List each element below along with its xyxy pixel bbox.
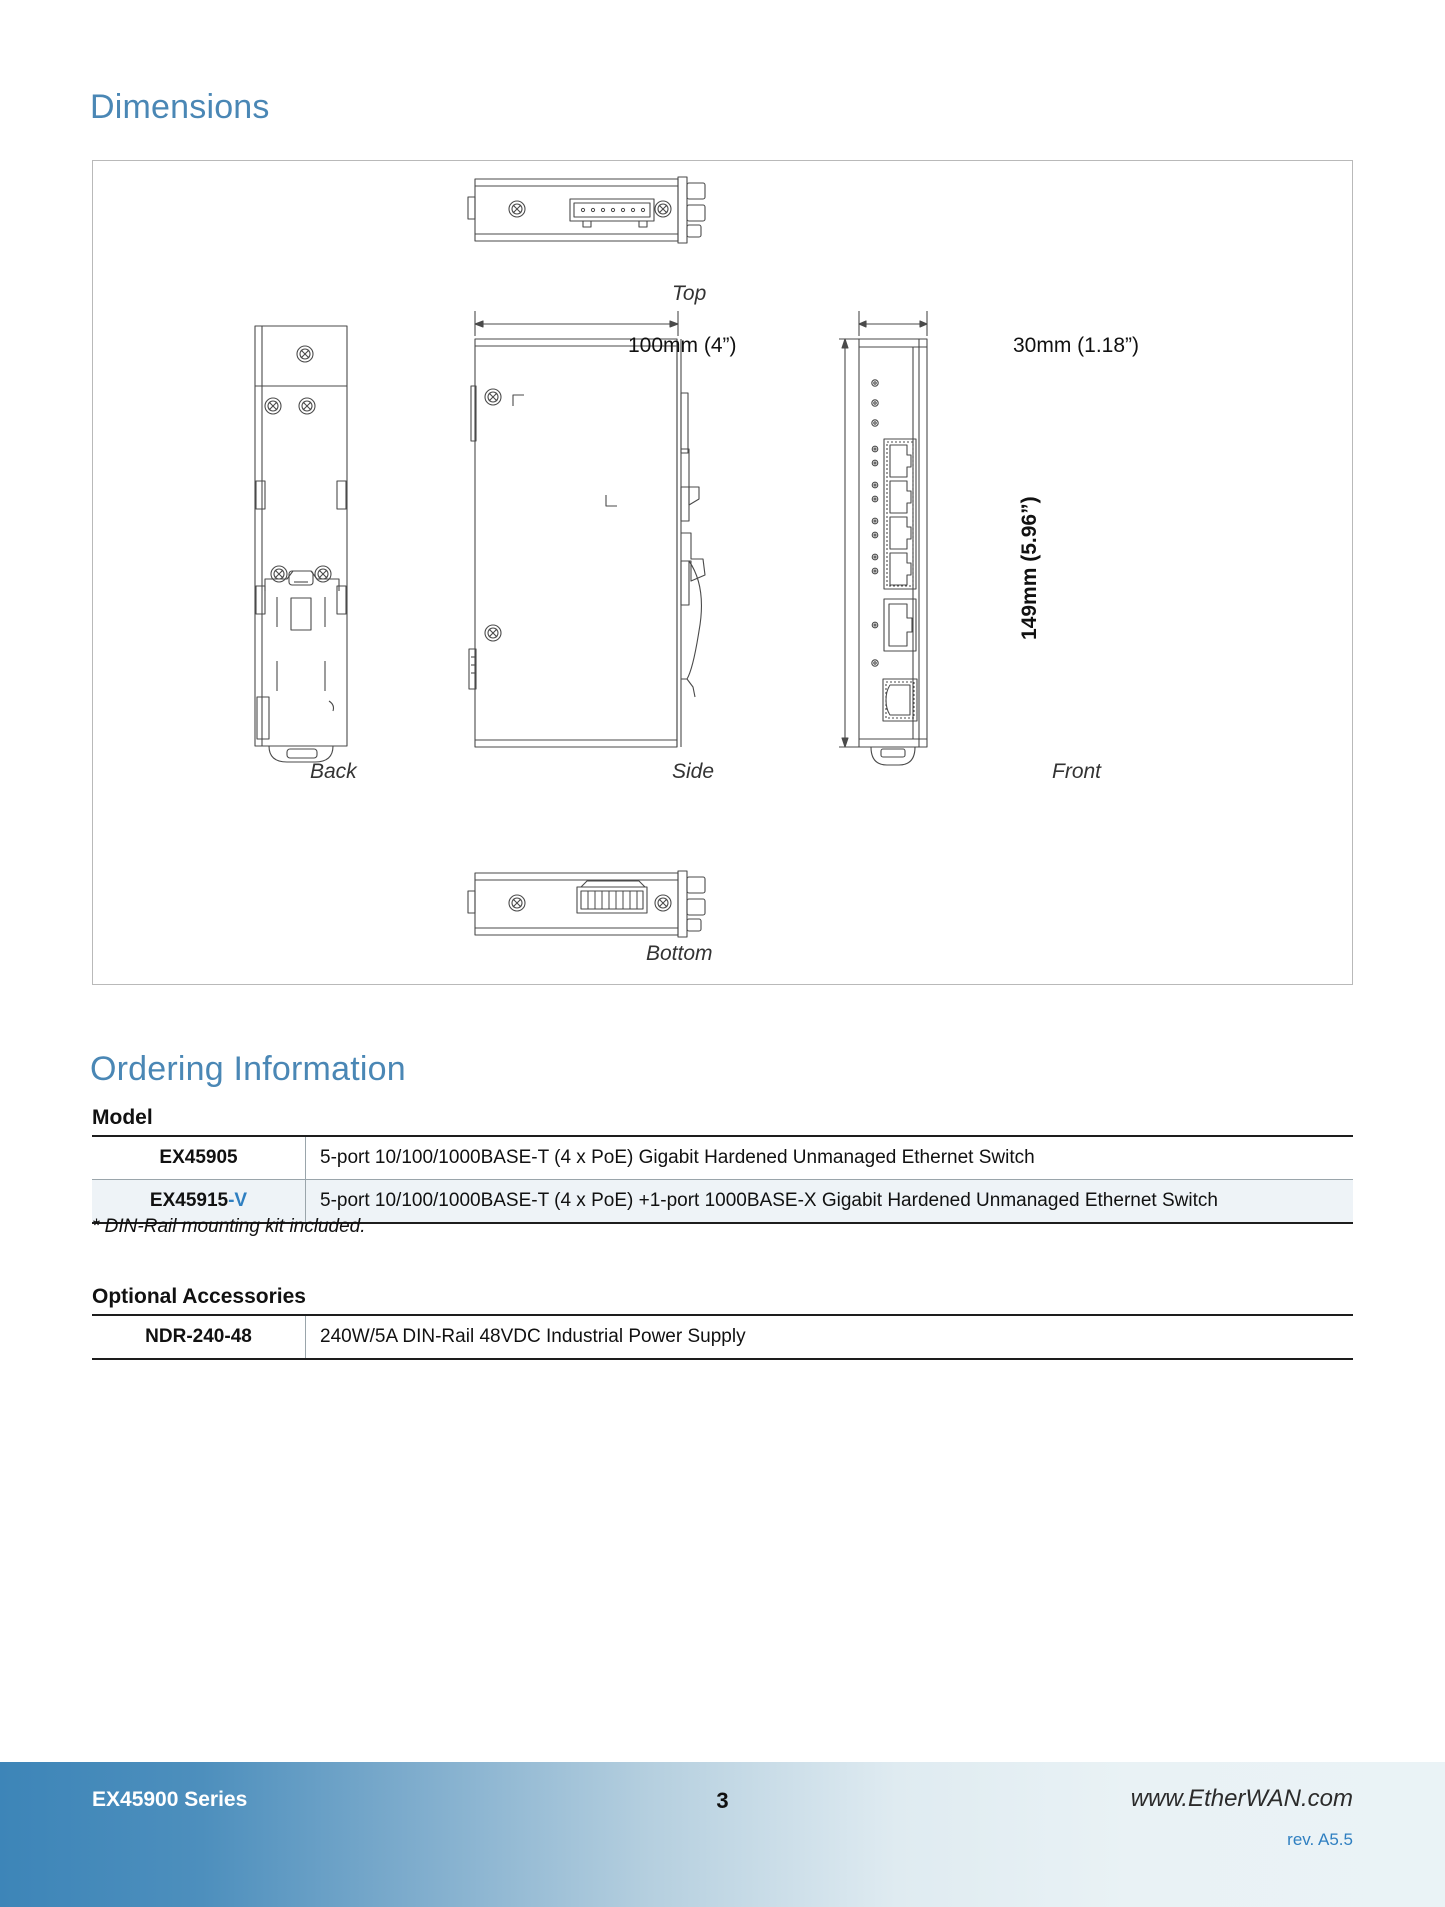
model-subheading: Model xyxy=(92,1106,153,1129)
accessory-description-cell: 240W/5A DIN-Rail 48VDC Industrial Power Supply xyxy=(306,1315,1354,1359)
led-indicator xyxy=(872,554,878,560)
footer-series-name: EX45900 Series xyxy=(92,1788,248,1811)
model-description-cell: 5-port 10/100/1000BASE-T (4 x PoE) +1-port 1000BASE-X Gigabit Hardened Unmanaged Ethernet Switch xyxy=(306,1180,1354,1224)
led-indicator xyxy=(872,460,878,466)
rj45-port xyxy=(890,517,911,549)
back-view-drawing xyxy=(255,326,347,762)
screw-icon xyxy=(485,625,501,641)
led-indicator xyxy=(872,420,878,426)
led-indicator xyxy=(872,380,878,386)
side-view-drawing xyxy=(469,311,705,747)
rj45-port xyxy=(890,553,911,585)
ordering-information-heading: Ordering Information xyxy=(90,1050,406,1088)
accessory-model-number: NDR-240-48 xyxy=(145,1326,252,1347)
model-description-cell: 5-port 10/100/1000BASE-T (4 x PoE) Gigabit Hardened Unmanaged Ethernet Switch xyxy=(306,1136,1354,1180)
dimension-label-depth: 30mm (1.18”) xyxy=(1013,334,1140,357)
model-suffix: -V xyxy=(228,1190,248,1211)
dimension-label-height: 149mm (5.96”) xyxy=(1018,496,1041,640)
optional-accessories-table xyxy=(92,1314,1353,1360)
led-indicator xyxy=(872,482,878,488)
screw-icon xyxy=(509,895,525,911)
led-indicator xyxy=(872,660,878,666)
rj45-port xyxy=(890,445,911,477)
top-view-drawing xyxy=(468,177,705,243)
screw-icon xyxy=(271,566,287,582)
front-view-drawing xyxy=(839,311,927,765)
rj45-port xyxy=(890,481,911,513)
rj45-port xyxy=(889,604,912,646)
model-number: EX45905 xyxy=(159,1147,238,1168)
table-row xyxy=(92,1315,1353,1359)
optional-accessories-subheading: Optional Accessories xyxy=(92,1285,306,1308)
screw-icon xyxy=(485,389,501,405)
led-indicator xyxy=(872,568,878,574)
view-label-back: Back xyxy=(310,760,357,783)
view-label-bottom: Bottom xyxy=(646,942,713,965)
led-indicator xyxy=(872,622,878,628)
model-number: EX45915 xyxy=(149,1190,229,1211)
model-table xyxy=(92,1135,1353,1224)
screw-icon xyxy=(655,895,671,911)
model-footnote: * DIN-Rail mounting kit included. xyxy=(92,1216,366,1237)
page-footer xyxy=(0,1762,1445,1907)
led-indicator xyxy=(872,400,878,406)
model-number-cell xyxy=(92,1136,306,1180)
dimension-label-width: 100mm (4”) xyxy=(628,334,737,357)
footer-website-link[interactable]: www.EtherWAN.com xyxy=(1130,1785,1353,1812)
led-indicator xyxy=(872,446,878,452)
footer-page-number: 3 xyxy=(716,1788,729,1813)
table-row xyxy=(92,1136,1353,1180)
dimensions-figure xyxy=(92,160,1353,985)
footer-revision: rev. A5.5 xyxy=(1287,1830,1353,1849)
led-indicator xyxy=(872,532,878,538)
view-label-side: Side xyxy=(672,760,715,783)
screw-icon xyxy=(265,398,281,414)
led-indicator xyxy=(872,496,878,502)
bottom-view-drawing xyxy=(468,871,705,937)
accessory-model-cell xyxy=(92,1315,306,1359)
view-label-front: Front xyxy=(1052,760,1102,783)
dimensions-drawing xyxy=(93,161,1352,984)
screw-icon xyxy=(509,201,525,217)
view-label-top: Top xyxy=(672,282,707,305)
screw-icon xyxy=(297,346,313,362)
dimensions-section-heading: Dimensions xyxy=(90,88,270,126)
screw-icon xyxy=(315,566,331,582)
screw-icon xyxy=(299,398,315,414)
led-indicator xyxy=(872,518,878,524)
screw-icon xyxy=(655,201,671,217)
